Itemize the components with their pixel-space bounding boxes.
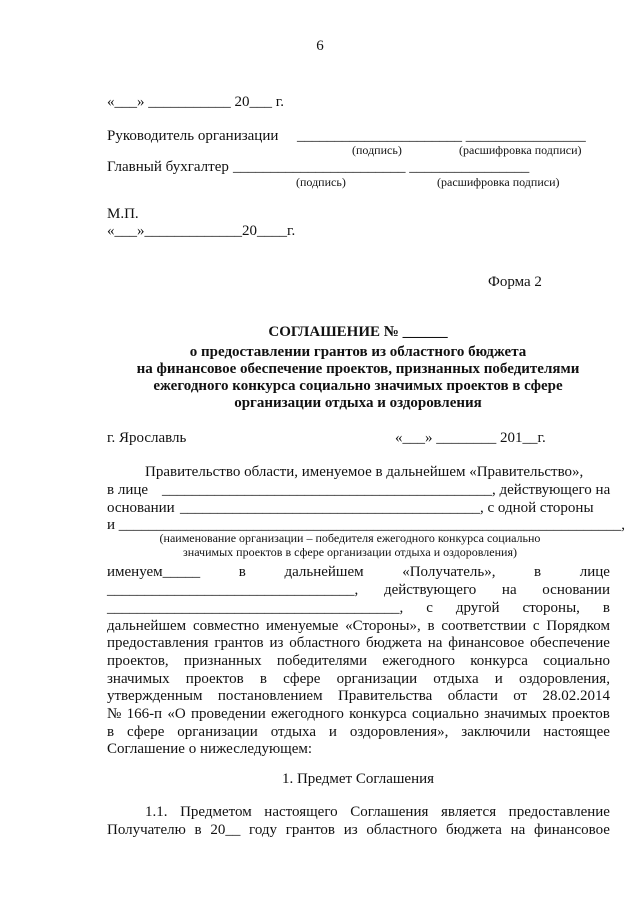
word: финансовое [448, 635, 525, 651]
word: «О [167, 706, 186, 722]
word: сфере [126, 724, 165, 740]
word: именуем_____ [107, 564, 201, 580]
body-line-12 [107, 687, 610, 705]
body-line-8 [107, 617, 610, 635]
word: постановлением [217, 688, 323, 704]
word: проектов, [107, 653, 169, 669]
word: из [269, 635, 284, 651]
body-line-1 [145, 463, 610, 481]
body-line-5 [107, 563, 610, 581]
word: оздоровления», [349, 724, 449, 740]
word: _______________________________________, [107, 600, 404, 616]
word: финансовое [534, 822, 610, 838]
word: 1.1. [145, 804, 168, 820]
word: «Стороны», [345, 618, 421, 634]
body-text: Правительство области, именуемое в дальнейшем «Правительство», [145, 464, 584, 480]
body-line-10 [107, 652, 610, 670]
head-signature-line: ______________________ ________________ [297, 128, 586, 144]
word: основании [542, 582, 610, 598]
caption-line-2: значимых проектов в сфере организации отдыха и оздоровления) [183, 545, 517, 559]
word: в [238, 564, 246, 580]
head-label: Руководитель организации [107, 128, 279, 144]
word: областного [366, 822, 438, 838]
word: лице [579, 564, 610, 580]
body-line-3b: ________________________________________, с одной стороны [180, 500, 594, 516]
word: организации [336, 671, 418, 687]
body-line-9 [107, 634, 610, 652]
accountant-caption-sign: (подпись) [296, 175, 346, 189]
word: социально [543, 653, 610, 669]
word: обеспечение [530, 635, 610, 651]
word: конкурса [470, 653, 528, 669]
title-line-5: организации отдыха и оздоровления [234, 395, 482, 411]
word: на [501, 582, 517, 598]
word: _________________________________, [107, 582, 359, 598]
word: из [343, 822, 358, 838]
word: настоящее [543, 724, 610, 740]
word: отдыха [270, 724, 317, 740]
title-line-3: на финансовое обеспечение проектов, признанных победителями [136, 361, 580, 377]
word: сфере [283, 671, 321, 687]
caption-line-1: (наименование организации – победителя ежегодного конкурса социально [159, 531, 541, 545]
word: «Получатель», [402, 564, 496, 580]
word: в [602, 600, 610, 616]
body-line-15: Соглашение о нижеследующем: [107, 741, 313, 757]
title-line-2: о предоставлении грантов из областного бюджета [189, 344, 527, 360]
word: организации [177, 724, 258, 740]
word: проектов [551, 706, 610, 722]
word: проектов [185, 671, 244, 687]
body-line-11 [107, 670, 610, 688]
word: бюджета [366, 635, 422, 651]
word: от [513, 688, 528, 704]
word: признанных [183, 653, 262, 669]
word: настоящего [264, 804, 338, 820]
word: значимых [107, 671, 170, 687]
date-line-2: «___»_____________20____г. [107, 223, 296, 239]
form-label: Форма 2 [488, 274, 542, 290]
word: Правительства [337, 688, 433, 704]
accountant-signature-line: _______________________ ________________ [233, 159, 530, 175]
word: предоставления [107, 635, 209, 651]
word: дальнейшем [284, 564, 364, 580]
word: и [494, 671, 503, 687]
word: на [427, 635, 443, 651]
date-line-1: «___» ___________ 20___ г. [107, 94, 284, 110]
word: с [426, 600, 433, 616]
word: предоставление [508, 804, 610, 820]
word: в [107, 724, 115, 740]
body-line-2b: ____________________________________________, действующего на [162, 482, 611, 498]
clause-1-1-line-2 [107, 821, 610, 839]
body-line-4: и ___________________________________________________________________, [107, 517, 626, 533]
word: Порядком [546, 618, 610, 634]
word: бюджета [446, 822, 502, 838]
word: утвержденным [107, 688, 203, 704]
word: в [194, 822, 202, 838]
word: оздоровления, [518, 671, 610, 687]
word: дальнейшем [107, 618, 187, 634]
word: с [532, 618, 540, 634]
word: грантов [285, 822, 336, 838]
word: ежегодного [382, 653, 456, 669]
word: соответствии [441, 618, 527, 634]
word: стороны, [522, 600, 580, 616]
head-caption-sign: (подпись) [352, 143, 402, 157]
page-number: 6 [316, 38, 324, 54]
word: заключили [461, 724, 531, 740]
word: году [249, 822, 278, 838]
accountant-caption-decode: (расшифровка подписи) [437, 175, 560, 189]
word: грантов [214, 635, 264, 651]
section-1-heading: 1. Предмет Соглашения [281, 771, 435, 787]
agreement-date: «___» ________ 201__г. [395, 430, 546, 446]
title-line-4: ежегодного конкурса социально значимых проектов в сфере [153, 378, 563, 394]
word: именуемые [265, 618, 339, 634]
word: проведении [190, 706, 266, 722]
body-line-7 [107, 599, 610, 617]
word: является [440, 804, 497, 820]
word: ежегодного [271, 706, 344, 722]
word: 28.02.2014 [542, 688, 610, 704]
word: победителями [276, 653, 368, 669]
word: и [328, 724, 337, 740]
word: 166-п [126, 706, 163, 722]
word: совместно [192, 618, 260, 634]
agreement-title: СОГЛАШЕНИЕ № ______ [268, 324, 448, 340]
body-line-14 [107, 723, 610, 741]
word: № [107, 706, 122, 722]
word: на [510, 822, 526, 838]
word: конкурса [349, 706, 407, 722]
word: области [447, 688, 498, 704]
word: в [534, 564, 542, 580]
word: другой [455, 600, 500, 616]
accountant-label: Главный бухгалтер [107, 159, 229, 175]
stamp-placeholder: М.П. [107, 206, 139, 222]
word: Соглашения [350, 804, 429, 820]
body-line-6 [107, 581, 610, 599]
place: г. Ярославль [107, 430, 187, 446]
word: в [427, 618, 435, 634]
word: отдыха [433, 671, 479, 687]
word: социально [411, 706, 479, 722]
word: 20__ [210, 822, 241, 838]
word: в [259, 671, 267, 687]
word: действующего [383, 582, 477, 598]
head-caption-decode: (расшифровка подписи) [459, 143, 582, 157]
word: областного [289, 635, 361, 651]
word: Получателю [107, 822, 186, 838]
clause-1-1-line-1 [145, 803, 610, 821]
word: значимых [484, 706, 547, 722]
word: Предметом [180, 804, 252, 820]
body-line-13 [107, 705, 610, 723]
body-line-3a: основании [107, 500, 175, 516]
body-line-2a: в лице [107, 482, 149, 498]
